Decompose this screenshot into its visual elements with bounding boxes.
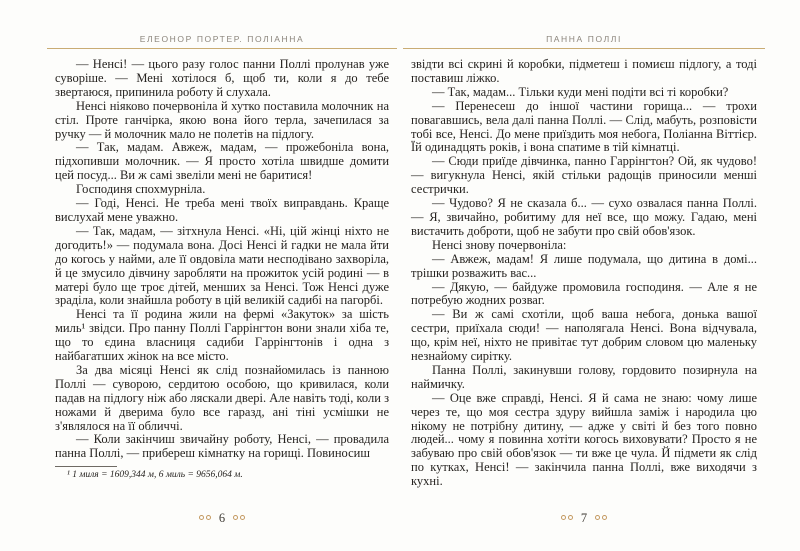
page-body-left: [55, 58, 389, 461]
page-left: [55, 34, 389, 551]
page-right: [411, 34, 757, 551]
paragraph: — Так, мадам, — зітхнула Ненсі. «Ні, цій жінці ніхто не догодить!» — подумала вона. Досі Ненсі й гадки не мала йти до когось у найми, але її овдовіла мати несподівано захворіла, й це змусило дівчину заробляти на прожиток усій родині — в матері було ще троє дітей, менших за Ненсі. Тож Ненсі дуже зраділа, коли знайшла роботу в цій великій садибі на пагорбі.: [55, 223, 390, 308]
paragraph: — Ненсі! — цього разу голос панни Поллі пролунав уже суворіше. — Мені хотілося б, щоб ти, коли я до тебе звертаюся, припинила роботу й слухала.: [55, 57, 390, 99]
paragraph: Ненсі та її родина жили на фермі «Закуток» за шість миль¹ звідси. Про панну Поллі Гаррінгтон вони знали хіба те, що то єдина власниця садиби Гаррінгтонів і одна з найбагатших жінок на все місто.: [55, 307, 390, 364]
page-number-right: 7: [580, 510, 588, 525]
footnote-block: [55, 466, 389, 482]
paragraph: звідти всі скрині й коробки, підметеш і помиєш підлогу, а тоді поставиш ліжко.: [411, 57, 757, 85]
page-footer-left: [55, 512, 389, 525]
page-ornament-icon: [233, 515, 245, 520]
paragraph: — Коли закінчиш звичайну роботу, Ненсі, — провадила панна Поллі, — прибереш кімнатку на горищі. Повиносиш: [55, 432, 390, 461]
paragraph: — Сюди приїде дівчинка, панно Гаррінгтон? Ой, як чудово! — вигукнула Ненсі, якій стільки радощів приносили менші сестрички.: [411, 154, 757, 197]
paragraph: Панна Поллі, закинувши голову, гордовито позирнула на наймичку.: [411, 362, 757, 391]
page-ornament-icon: [199, 515, 211, 520]
paragraph: Господиня спохмурніла.: [76, 182, 206, 197]
paragraph: — Оце вже справді, Ненсі. Я й сама не знаю: чому лише через те, що моя сестра здуру вийшла заміж і народила цю нікому не потрібну дитину, — адже у світі й без того повно людей... чому я повинна хотіти когось виховувати? Просто я не забуваю про свій обов'язок — ти вже це чула. Й підмети як слід по кутках, Ненсі! — закінчила панна Поллі, вже виходячи з кухні.: [411, 390, 757, 489]
paragraph: — Годі, Ненсі. Не треба мені твоїх виправдань. Краще вислухай мене уважно.: [55, 196, 390, 224]
footnote-rule: [55, 466, 117, 467]
page-body-right: [411, 58, 757, 489]
paragraph: — Перенесеш до іншої частини горища... — трохи повагавшись, вела далі панна Поллі. — Слід, мабуть, розповісти тобі все, Ненсі. До мене приїздить моя небога, Поліанна Віттієр. Їй одинадцять років, і вона спатиме в тій кімнатці.: [411, 98, 757, 155]
paragraph: Ненсі знову почервоніла:: [432, 237, 567, 252]
paragraph: Ненсі ніяково почервоніла й хутко поставила молочник на стіл. Проте ганчірка, якою вона його терла, зачепилася за ручку — й молочник мало не полетів на підлогу.: [55, 98, 390, 141]
page-ornament-icon: [595, 515, 607, 520]
paragraph: — Ви ж самі схотіли, щоб ваша небога, донька вашої сестри, приїхала сюди! — наполягала Ненсі. Вона відчувала, що, крім неї, ніхто не привітає тут добрим словом цю маленьку незнайому сирітку.: [411, 307, 757, 364]
footnote-text: ¹ 1 миля = 1609,344 м, 6 миль = 9656,064 м.: [67, 470, 243, 481]
paragraph: — Авжеж, мадам! Я лише подумала, що дитина в домі... трішки розважить вас...: [411, 251, 757, 280]
running-head-left: ЕЛЕОНОР ПОРТЕР. ПОЛІАННА: [47, 34, 397, 49]
paragraph: — Так, мадам. Авжеж, мадам, — прожебоніла вона, підхопивши молочник. — Я просто хотіла швидше домити цей посуд... Ви ж самі звеліли мені не баритися!: [55, 140, 390, 183]
paragraph: За два місяці Ненсі як слід познайомилась із панною Поллі — суворою, сердитою особою, що кривилася, коли падав на підлогу ніж або ляскали двері. Але навіть тоді, коли з ножами й дверима було все гаразд, ані тіні усмішки не з'являлося на її обличчі.: [55, 362, 390, 433]
paragraph: — Чудово? Я не сказала б... — сухо озвалася панна Поллі. — Я, звичайно, робитиму для неї все, що можу. Гадаю, мені вистачить доброти, щоб не забути про свій обов'язок.: [411, 196, 757, 238]
page-footer-right: [411, 512, 757, 525]
paragraph: — Так, мадам... Тільки куди мені подіти всі ті коробки?: [432, 84, 729, 99]
running-head-right: ПАННА ПОЛЛІ: [403, 34, 765, 49]
paragraph: — Дякую, — байдуже промовила господиня. — Але я не потребую жодних розваг.: [411, 279, 757, 308]
page-number-left: 6: [218, 510, 226, 525]
page-ornament-icon: [561, 515, 573, 520]
